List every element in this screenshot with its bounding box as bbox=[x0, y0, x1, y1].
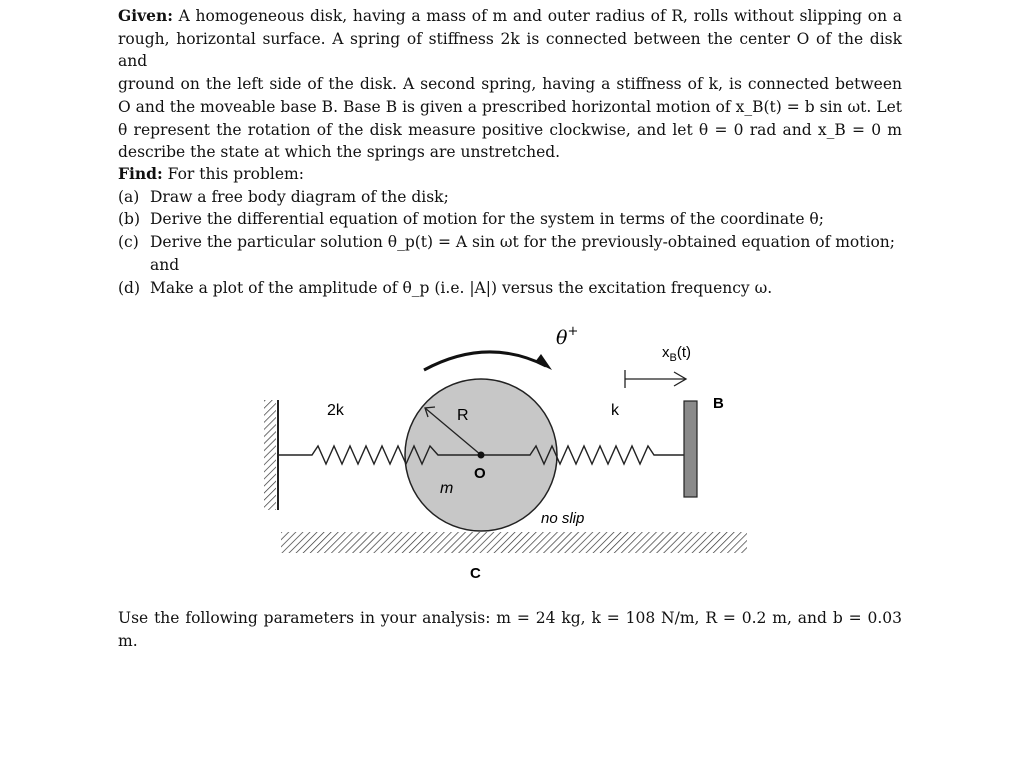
xb-label: $x_B(t)$ bbox=[662, 344, 692, 364]
find-item-c: (c) Derive the particular solution θ_p(t) = A sin ωt for the previously-obtained equation of motion; bbox=[118, 233, 895, 252]
base-label: B bbox=[713, 395, 724, 412]
ground-hatch bbox=[281, 532, 747, 553]
given-line-4: O and the moveable base B. Base B is given a prescribed horizontal motion of x_B(t) = b sin ωt. Let bbox=[118, 97, 902, 116]
rotation-arc bbox=[424, 352, 546, 370]
find-item-d: (d) Make a plot of the amplitude of θ_p (i.e. |A|) versus the excitation frequency ω. bbox=[118, 278, 773, 297]
find-label: Find: bbox=[118, 164, 163, 183]
left-spring-label: 2k bbox=[327, 402, 344, 419]
no-slip-label: no slip bbox=[541, 510, 585, 527]
right-spring-label: k bbox=[611, 402, 619, 419]
mass-label: m bbox=[440, 480, 454, 497]
given-line-3: ground on the left side of the disk. A second spring, having a stiffness of k, is connected between bbox=[118, 75, 902, 94]
find-item-c-cont: and bbox=[150, 255, 180, 274]
center-label: O bbox=[474, 465, 486, 482]
contact-point-label: C bbox=[470, 565, 481, 582]
base-b bbox=[684, 401, 697, 497]
given-line-2: rough, horizontal surface. A spring of stiffness 2k is connected between the center O of the disk and bbox=[118, 29, 902, 71]
given-label: Given: bbox=[118, 6, 173, 25]
find-intro: For this problem: bbox=[167, 165, 304, 183]
parameters-paragraph bbox=[118, 607, 902, 652]
find-item-b: (b) Derive the differential equation of motion for the system in terms of the coordinate θ; bbox=[118, 210, 824, 229]
given-line-1: Given: A homogeneous disk, having a mass of m and outer radius of R, rolls without slipping on a bbox=[118, 6, 902, 25]
radius-label: R bbox=[457, 407, 469, 424]
params-line-2: m. bbox=[118, 631, 138, 650]
params-line-1: Use the following parameters in your analysis: m = 24 kg, k = 108 N/m, R = 0.2 m, and b = 0.03 bbox=[118, 609, 902, 627]
theta-label: θ+ bbox=[556, 324, 579, 349]
center-point-o bbox=[478, 452, 485, 459]
given-line-5: θ represent the rotation of the disk measure positive clockwise, and let θ = 0 rad and x_B = 0 m bbox=[118, 120, 902, 139]
rotation-arrowhead bbox=[535, 354, 552, 370]
given-line-6: describe the state at which the springs are unstretched. bbox=[118, 143, 561, 162]
find-item-a: (a) Draw a free body diagram of the disk; bbox=[118, 187, 449, 206]
left-wall-hatch bbox=[264, 400, 276, 510]
